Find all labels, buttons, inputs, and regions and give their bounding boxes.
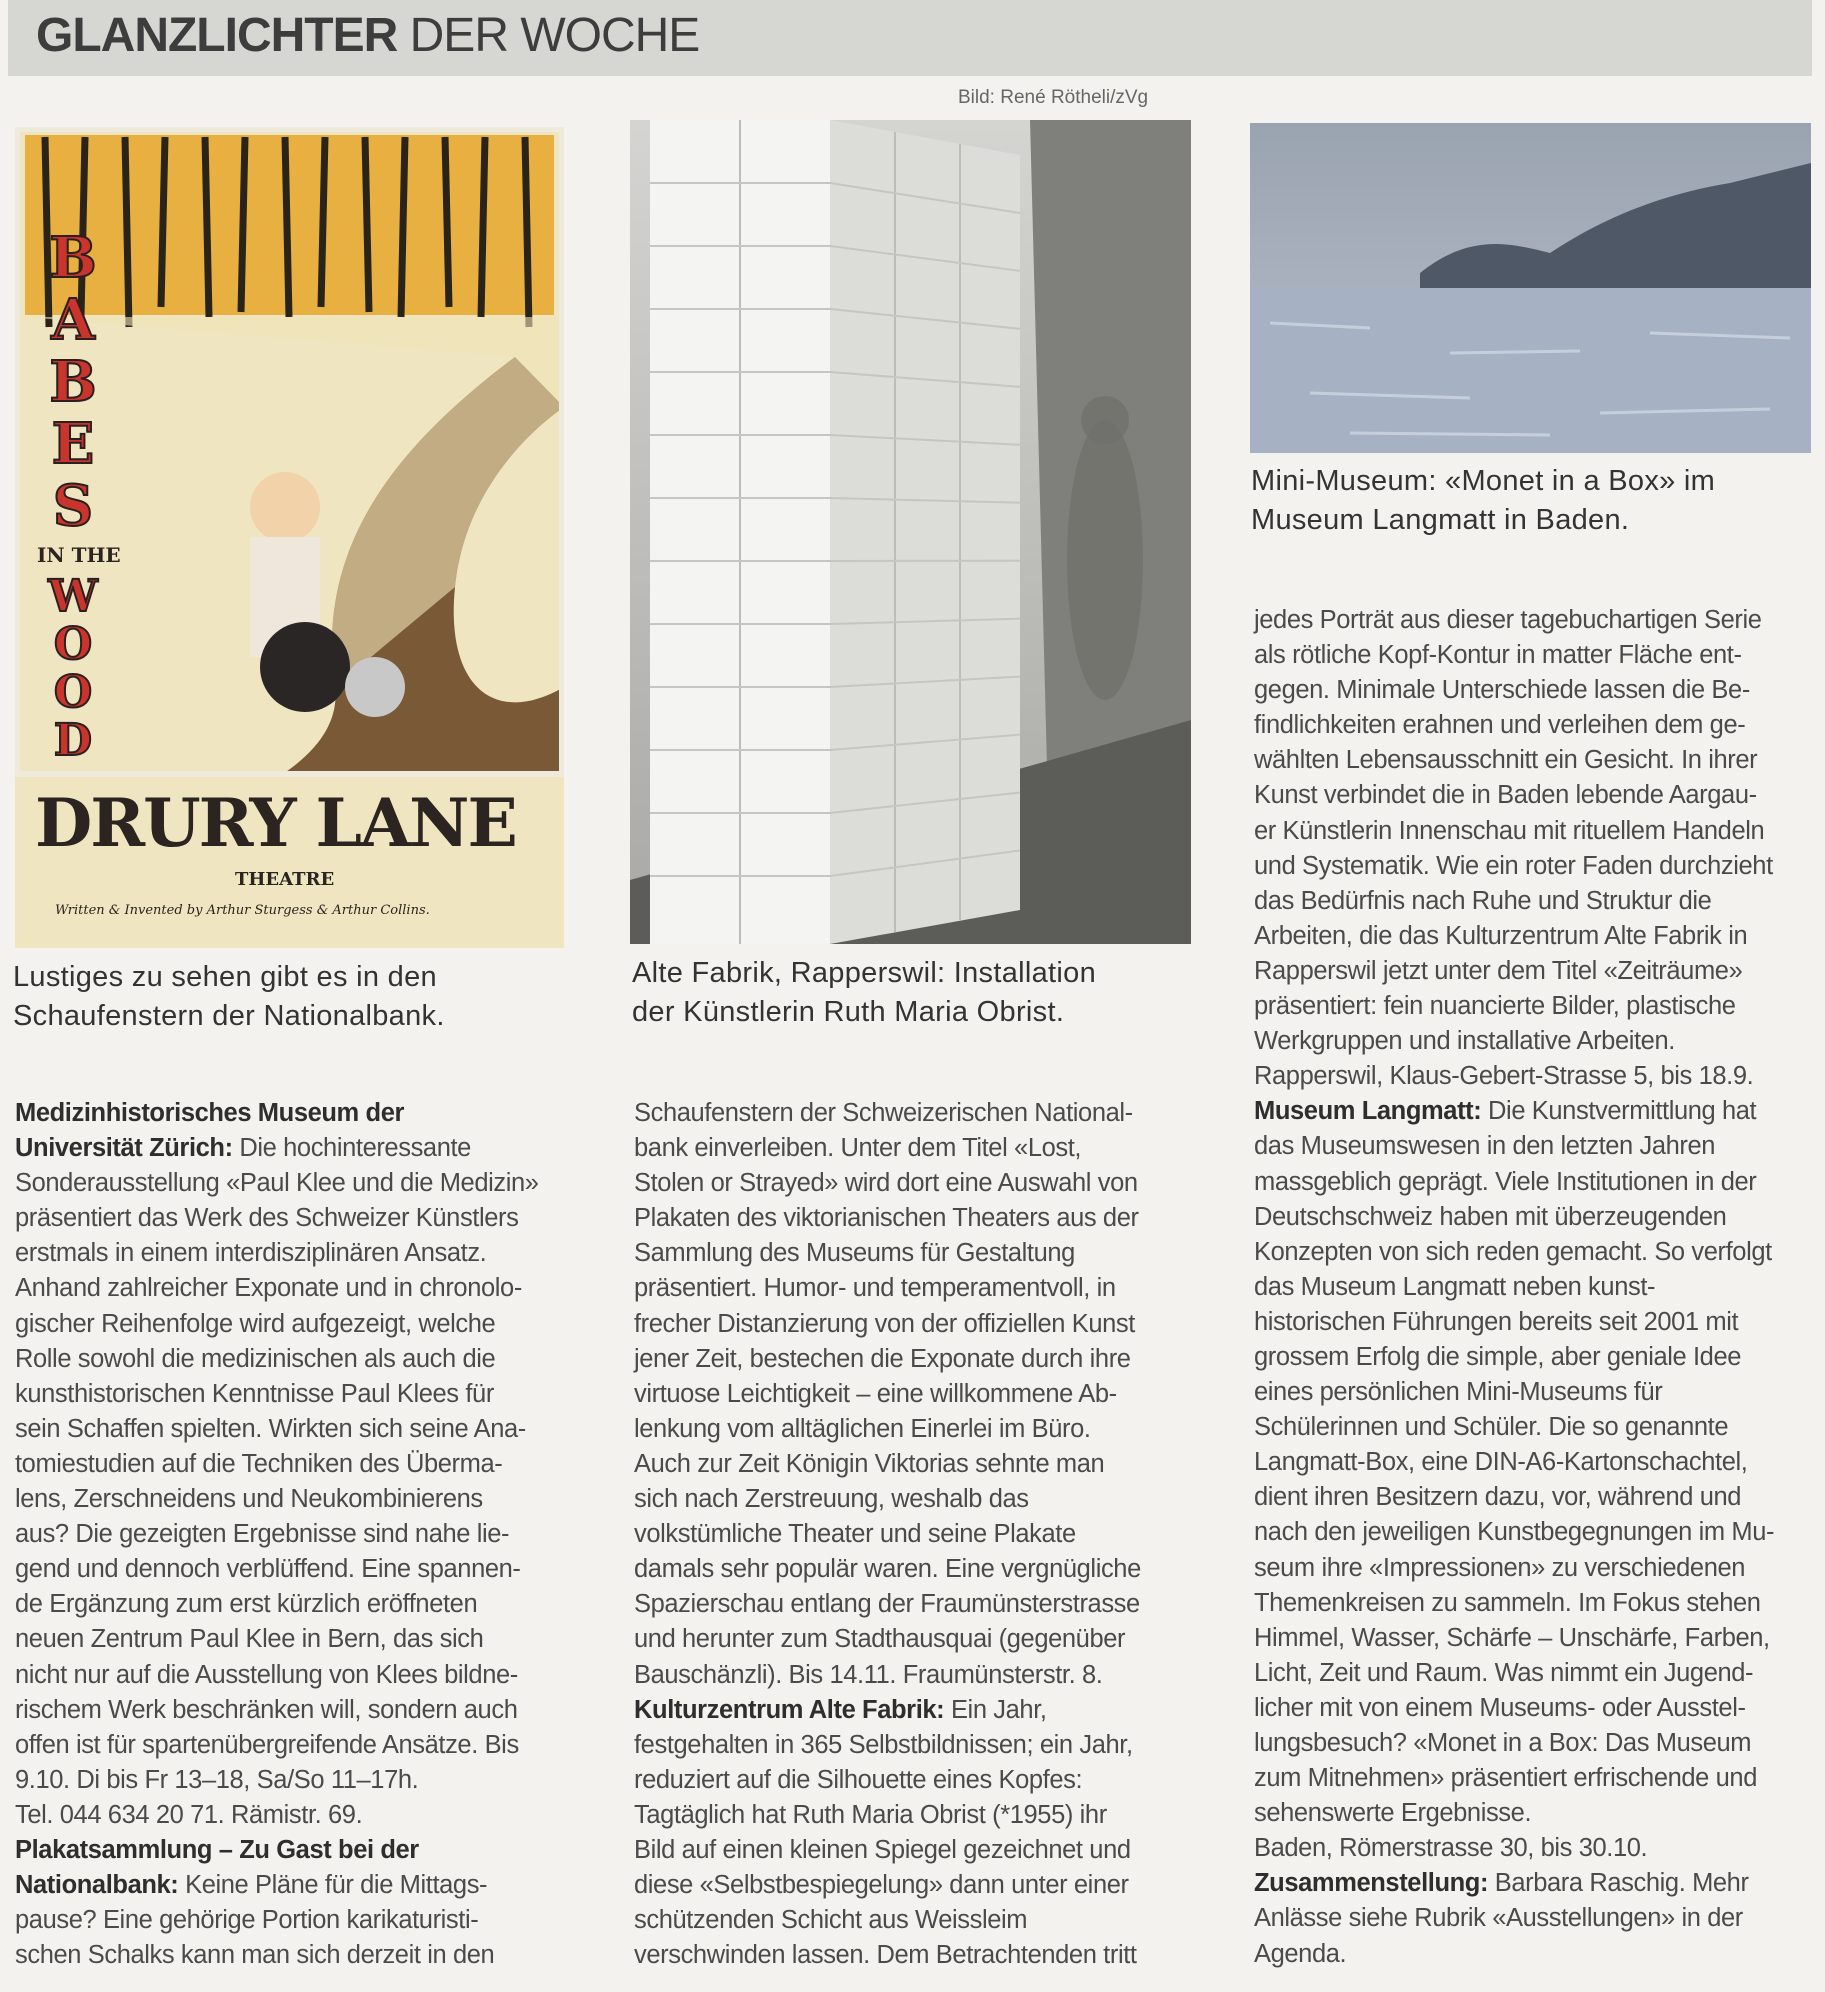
text-line (634, 1307, 1141, 1342)
body-text: Anhand zahlreicher Exponate und in chronolo- (15, 1274, 522, 1303)
text-line (15, 1552, 539, 1587)
body-text: gischer Reihenfolge wird aufgezeigt, welche (15, 1309, 496, 1338)
body-text: nach den jeweiligen Kunstbegegnungen im Mu- (1254, 1518, 1775, 1547)
body-text: gend und dennoch verblüffend. Eine spannen- (15, 1555, 521, 1584)
text-line (1254, 1340, 1774, 1375)
text-line (1254, 989, 1774, 1024)
body-text: aus? Die gezeigten Ergebnisse sind nahe lie- (15, 1520, 510, 1549)
text-line (1254, 1410, 1774, 1445)
body-text: Rapperswil jetzt unter dem Titel «Zeiträume» (1254, 956, 1743, 985)
body-text: sein Schaffen spielten. Wirkten sich seine Ana- (15, 1414, 526, 1443)
body-text: Schülerinnen und Schüler. Die so genannte (1254, 1413, 1729, 1442)
body-text: gegen. Minimale Unterschiede lassen die Be- (1254, 676, 1750, 705)
body-text: Anlässe siehe Rubrik «Ausstellungen» in der (1254, 1904, 1743, 1933)
body-text: Rapperswil, Klaus-Gebert-Strasse 5, bis 18.9. (1254, 1062, 1754, 1091)
text-line (634, 1693, 1141, 1728)
text-line (1254, 1551, 1774, 1586)
body-text: und Systematik. Wie ein roter Faden durchzieht (1254, 851, 1773, 880)
text-line (1254, 1831, 1774, 1866)
text-line (1254, 1761, 1774, 1796)
caption-line: Mini-Museum: «Monet in a Box» im (1251, 465, 1716, 497)
entry-heading: Universität Zürich: (15, 1134, 233, 1163)
body-text: präsentiert. Humor- und temperamentvoll, in (634, 1274, 1116, 1303)
text-line (634, 1096, 1141, 1131)
body-text: Rolle sowohl die medizinischen als auch die (15, 1344, 496, 1373)
text-line (634, 1271, 1141, 1306)
body-text: grossem Erfolg die simple, aber geniale Idee (1254, 1342, 1742, 1371)
text-line (1254, 1726, 1774, 1761)
caption-monet (1251, 462, 1715, 540)
text-line (15, 1412, 539, 1447)
body-text: findlichkeiten erahnen und verleihen dem ge- (1254, 711, 1746, 740)
body-text: eines persönlichen Mini-Museums für (1254, 1378, 1663, 1407)
text-line (1254, 1024, 1774, 1059)
text-line (1254, 603, 1774, 638)
body-text: Langmatt-Box, eine DIN-A6-Kartonschachtel, (1254, 1448, 1748, 1477)
body-text: Deutschschweiz haben mit überzeugenden (1254, 1202, 1727, 1231)
body-text: Die Kunstvermittlung hat (1481, 1097, 1757, 1126)
body-text: Ein Jahr, (944, 1695, 1047, 1724)
body-text: lenkung vom alltäglichen Einerlei im Büro. (634, 1414, 1091, 1443)
text-line (1254, 673, 1774, 708)
text-line (634, 1166, 1141, 1201)
body-text: Werkgruppen und installative Arbeiten. (1254, 1027, 1675, 1056)
body-text: Agenda. (1254, 1939, 1347, 1968)
body-text: festgehalten in 365 Selbstbildnissen; ein Jahr, (634, 1730, 1133, 1759)
text-line (1254, 638, 1774, 673)
text-line (1254, 849, 1774, 884)
poster-theatre: THEATRE (235, 869, 335, 890)
text-line (15, 1763, 539, 1798)
article-column-1 (15, 1096, 539, 1973)
poster-title-wood: WOOD (48, 571, 98, 766)
caption-line: Schaufenstern der Nationalbank. (13, 1000, 445, 1032)
text-line (1254, 919, 1774, 954)
text-line (1254, 1937, 1774, 1972)
text-line (634, 1482, 1141, 1517)
body-text: Plakaten des viktorianischen Theaters aus der (634, 1204, 1139, 1233)
text-line (634, 1587, 1141, 1622)
body-text: kunsthistorischen Kenntnisse Paul Klees für (15, 1379, 494, 1408)
body-text: Die hochinteressante (232, 1134, 471, 1163)
text-line (15, 1131, 539, 1166)
body-text: das Museum Langmatt neben kunst- (1254, 1272, 1656, 1301)
text-line (1254, 884, 1774, 919)
body-text: neuen Zentrum Paul Klee in Bern, das sich (15, 1625, 484, 1654)
installation-illustration (630, 120, 1191, 944)
text-line (15, 1236, 539, 1271)
body-text: frecher Distanzierung von der offiziellen Kunst (634, 1309, 1135, 1338)
text-line (1254, 814, 1774, 849)
body-text: und herunter zum Stadthausquai (gegenüber (634, 1625, 1126, 1654)
installation-photo (630, 120, 1191, 944)
text-line (634, 1447, 1141, 1482)
text-line (15, 1622, 539, 1657)
text-line (15, 1868, 539, 1903)
body-text: schützenden Schicht aus Weissleim (634, 1906, 1028, 1935)
text-line (634, 1868, 1141, 1903)
body-text: Barbara Raschig. Mehr (1488, 1869, 1749, 1898)
text-line (1254, 1165, 1774, 1200)
body-text: Bauschänzli). Bis 14.11. Fraumünsterstr. 8. (634, 1660, 1103, 1689)
monet-painting-image (1250, 123, 1811, 453)
body-text: damals sehr populär waren. Eine vergnügliche (634, 1555, 1141, 1584)
text-line (1254, 1235, 1774, 1270)
body-text: Schaufenstern der Schweizerischen National- (634, 1099, 1133, 1127)
text-line (1254, 1586, 1774, 1621)
text-line (1254, 1375, 1774, 1410)
text-line (634, 1236, 1141, 1271)
body-text: Tel. 044 634 20 71. Rämistr. 69. (15, 1800, 363, 1829)
text-line (1254, 1094, 1774, 1129)
body-text: verschwinden lassen. Dem Betrachtenden tritt (634, 1941, 1137, 1970)
body-text: Stolen or Strayed» wird dort eine Auswahl von (634, 1169, 1138, 1198)
text-line (1254, 1305, 1774, 1340)
text-line (634, 1201, 1141, 1236)
body-text: präsentiert: fein nuancierte Bilder, plastische (1254, 992, 1736, 1021)
body-text: präsentiert das Werk des Schweizer Künstlers (15, 1204, 519, 1233)
text-line (1254, 1866, 1774, 1901)
caption-line: der Künstlerin Ruth Maria Obrist. (632, 996, 1065, 1028)
body-text: offen ist für spartenübergreifende Ansätze. Bis (15, 1730, 519, 1759)
body-text: jener Zeit, bestechen die Exponate durch ihre (634, 1344, 1131, 1373)
body-text: seum ihre «Impressionen» zu verschiedenen (1254, 1553, 1746, 1582)
entry-heading: Museum Langmatt: (1254, 1097, 1482, 1126)
text-line (1254, 1270, 1774, 1305)
section-title (36, 8, 699, 63)
body-text: reduziert auf die Silhouette eines Kopfes: (634, 1765, 1083, 1794)
entry-heading: Plakatsammlung – Zu Gast bei der (15, 1835, 419, 1864)
text-line (1254, 1129, 1774, 1164)
text-line (1254, 778, 1774, 813)
text-line (1254, 1621, 1774, 1656)
text-line (1254, 1059, 1774, 1094)
text-line (1254, 708, 1774, 743)
text-line (15, 1377, 539, 1412)
body-text: dient ihren Besitzern dazu, vor, während und (1254, 1483, 1742, 1512)
poster-in-the: IN THE (37, 543, 121, 567)
caption-line: Lustiges zu sehen gibt es in den (13, 961, 437, 993)
text-line (15, 1693, 539, 1728)
section-header (8, 0, 1812, 76)
text-line (1254, 1796, 1774, 1831)
text-line (15, 1342, 539, 1377)
poster-drury-lane: DRURY LANE (35, 784, 516, 862)
body-text: Keine Pläne für die Mittags- (178, 1871, 488, 1900)
body-text: Baden, Römerstrasse 30, bis 30.10. (1254, 1834, 1648, 1863)
text-line (634, 1131, 1141, 1166)
body-text: er Künstlerin Innenschau mit rituellem Handeln (1254, 816, 1765, 845)
text-line (634, 1412, 1141, 1447)
photo-credit: Bild: René Rötheli/zVg (958, 87, 1149, 108)
body-text: sehenswerte Ergebnisse. (1254, 1799, 1532, 1828)
text-line (15, 1201, 539, 1236)
body-text: schen Schalks kann man sich derzeit in den (15, 1941, 495, 1970)
body-text: historischen Führungen bereits seit 2001 mit (1254, 1307, 1739, 1336)
body-text: bank einverleiben. Unter dem Titel «Lost, (634, 1134, 1082, 1163)
caption-poster (13, 958, 445, 1036)
body-text: Konzepten von sich reden gemacht. So verfolgt (1254, 1237, 1772, 1266)
body-text: das Bedürfnis nach Ruhe und Struktur die (1254, 886, 1712, 915)
body-text: Licht, Zeit und Raum. Was nimmt ein Jugend- (1254, 1658, 1754, 1687)
body-text: Himmel, Wasser, Schärfe – Unschärfe, Farben, (1254, 1623, 1770, 1652)
body-text: Spazierschau entlang der Fraumünsterstrasse (634, 1590, 1140, 1619)
text-line (634, 1903, 1141, 1938)
text-line (15, 1903, 539, 1938)
text-line (634, 1658, 1141, 1693)
body-text: Kunst verbindet die in Baden lebende Aargau- (1254, 781, 1757, 810)
body-text: 9.10. Di bis Fr 13–18, Sa/So 11–17h. (15, 1765, 419, 1794)
text-line (15, 1447, 539, 1482)
text-line (1254, 743, 1774, 778)
monet-illustration (1250, 123, 1811, 453)
body-text: jedes Porträt aus dieser tagebuchartigen Serie (1254, 606, 1762, 634)
text-line (634, 1377, 1141, 1412)
body-text: massgeblich geprägt. Viele Institutionen in der (1254, 1167, 1757, 1196)
poster-title-babes: BABES (49, 225, 97, 539)
article-column-2 (634, 1096, 1141, 1973)
body-text: Bild auf einen kleinen Spiegel gezeichnet und (634, 1835, 1131, 1864)
text-line (634, 1798, 1141, 1833)
caption-line: Alte Fabrik, Rapperswil: Installation (632, 957, 1097, 989)
text-line (1254, 1515, 1774, 1550)
text-line (15, 1798, 539, 1833)
body-text: pause? Eine gehörige Portion karikaturisti- (15, 1906, 479, 1935)
entry-heading: Kulturzentrum Alte Fabrik: (634, 1695, 945, 1724)
article-column-3 (1254, 603, 1774, 1972)
body-text: lens, Zerschneidens und Neukombinierens (15, 1485, 483, 1514)
body-text: Themenkreisen zu sammeln. Im Fokus stehen (1254, 1588, 1761, 1617)
text-line (15, 1517, 539, 1552)
text-line (15, 1728, 539, 1763)
text-line (15, 1166, 539, 1201)
body-text: erstmals in einem interdisziplinären Ansatz. (15, 1239, 487, 1268)
body-text: de Ergänzung zum erst kürzlich eröffneten (15, 1590, 478, 1619)
body-text: rischem Werk beschränken will, sondern auch (15, 1695, 518, 1724)
caption-line: Museum Langmatt in Baden. (1251, 504, 1630, 536)
text-line (634, 1938, 1141, 1973)
body-text: das Museumswesen in den letzten Jahren (1254, 1132, 1716, 1161)
text-line (1254, 1901, 1774, 1936)
text-line (1254, 1445, 1774, 1480)
poster-byline: Written & Invented by Arthur Sturgess & Arthur Collins. (55, 903, 430, 918)
text-line (15, 1938, 539, 1973)
title-bold: GLANZLICHTER (36, 9, 398, 62)
entry-heading: Medizinhistorisches Museum der (15, 1099, 405, 1127)
entry-heading: Zusammenstellung: (1254, 1869, 1489, 1898)
text-line (1254, 1480, 1774, 1515)
body-text: wählten Lebensausschnitt ein Gesicht. In ihrer (1254, 746, 1758, 775)
body-text: als rötliche Kopf-Kontur in matter Fläche ent- (1254, 641, 1742, 670)
text-line (15, 1833, 539, 1868)
text-line (15, 1307, 539, 1342)
body-text: tomiestudien auf die Techniken des Überma- (15, 1449, 503, 1478)
text-line (1254, 1691, 1774, 1726)
text-line (15, 1658, 539, 1693)
text-line (634, 1517, 1141, 1552)
text-line (15, 1587, 539, 1622)
text-line (634, 1728, 1141, 1763)
body-text: Tagtäglich hat Ruth Maria Obrist (*1955) ihr (634, 1800, 1107, 1829)
body-text: Sonderausstellung «Paul Klee und die Medizin» (15, 1169, 539, 1198)
body-text: nicht nur auf die Ausstellung von Klees bildne- (15, 1660, 518, 1689)
body-text: sich nach Zerstreuung, weshalb das (634, 1485, 1029, 1514)
text-line (634, 1552, 1141, 1587)
body-text: Arbeiten, die das Kulturzentrum Alte Fabrik in (1254, 921, 1748, 950)
body-text: Sammlung des Museums für Gestaltung (634, 1239, 1075, 1268)
body-text: diese «Selbstbespiegelung» dann unter einer (634, 1871, 1129, 1900)
text-line (634, 1622, 1141, 1657)
text-line (634, 1763, 1141, 1798)
text-line (15, 1096, 539, 1131)
poster-image (15, 127, 564, 948)
body-text: volkstümliche Theater und seine Plakate (634, 1520, 1076, 1549)
title-rest: DER WOCHE (397, 9, 700, 62)
body-text: Auch zur Zeit Königin Viktorias sehnte man (634, 1449, 1105, 1478)
text-line (15, 1271, 539, 1306)
body-text: zum Mitnehmen» präsentiert erfrischende und (1254, 1764, 1757, 1793)
caption-installation (632, 954, 1096, 1032)
text-line (15, 1482, 539, 1517)
text-line (634, 1833, 1141, 1868)
text-line (634, 1342, 1141, 1377)
body-text: licher mit von einem Museums- oder Ausstel- (1254, 1693, 1746, 1722)
text-line (1254, 1200, 1774, 1235)
text-line (1254, 1656, 1774, 1691)
entry-heading: Nationalbank: (15, 1871, 179, 1900)
body-text: lungsbesuch? «Monet in a Box: Das Museum (1254, 1729, 1752, 1757)
text-line (1254, 954, 1774, 989)
body-text: virtuose Leichtigkeit – eine willkommene Ab- (634, 1379, 1117, 1408)
